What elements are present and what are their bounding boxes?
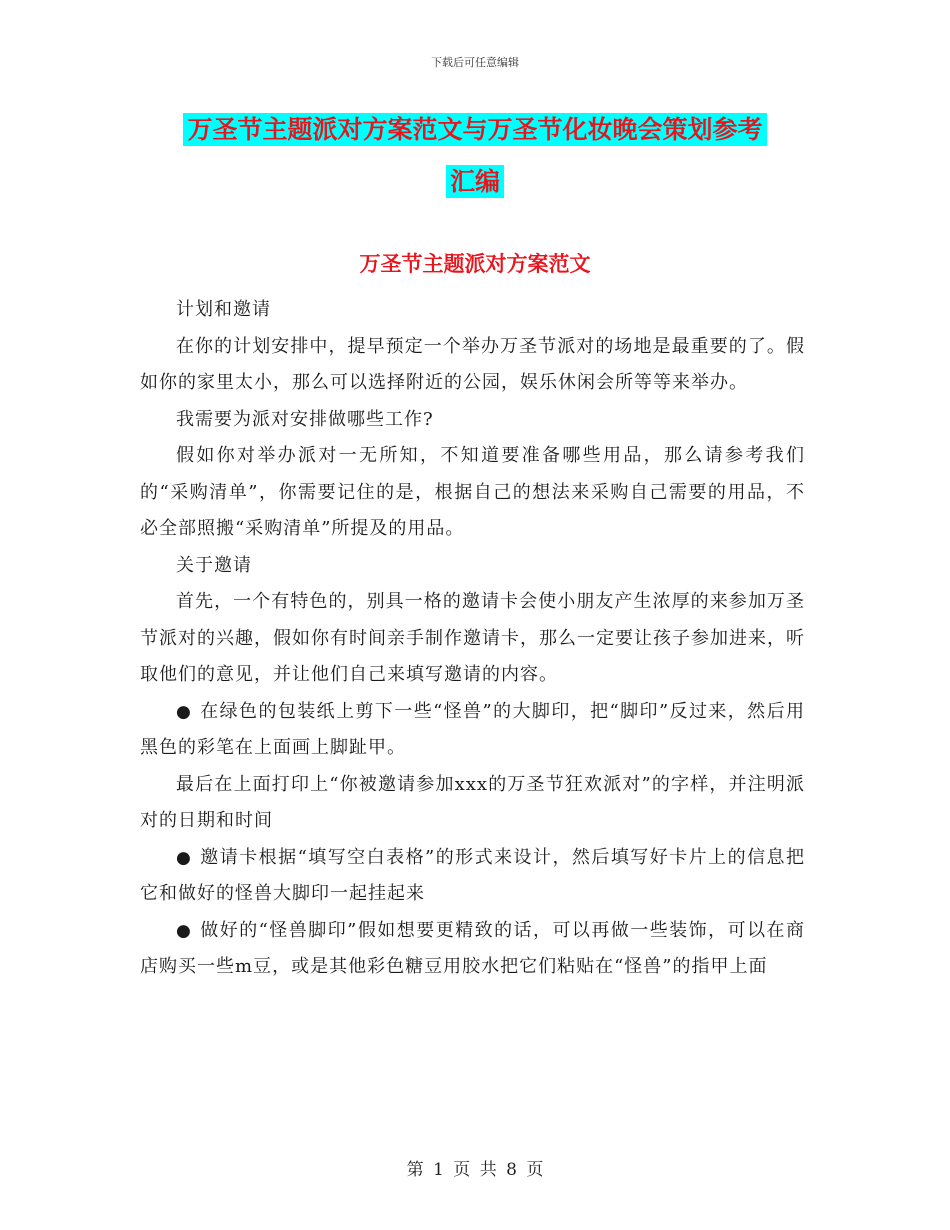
title-line-2: 汇编	[446, 165, 504, 198]
bullet-paragraph: ● 做好的“怪兽脚印”假如想要更精致的话，可以再做一些装饰，可以在商店购买一些m豆，或是其他彩色糖豆用胶水把它们粘贴在“怪兽”的指甲上面	[140, 919, 805, 977]
document-body	[140, 292, 805, 986]
document-title	[140, 104, 810, 208]
bullet-icon: ●	[176, 920, 193, 941]
paragraph: 关于邀请	[176, 554, 252, 576]
paragraph: 最后在上面打印上“你被邀请参加xxx的万圣节狂欢派对”的字样，并注明派对的日期和时间	[140, 773, 805, 831]
title-line-1: 万圣节主题派对方案范文与万圣节化妆晚会策划参考	[183, 113, 766, 146]
bullet-icon: ●	[176, 701, 193, 722]
page-footer: 第 1 页 共 8 页	[406, 1160, 544, 1180]
bullet-paragraph: ● 在绿色的包装纸上剪下一些“怪兽”的大脚印，把“脚印”反过来，然后用黑色的彩笔在上面画上脚趾甲。	[140, 700, 805, 758]
page-header: 下载后可任意编辑	[431, 56, 519, 69]
bullet-paragraph: ● 邀请卡根据“填写空白表格”的形式来设计，然后填写好卡片上的信息把它和做好的怪兽大脚印一起挂起来	[140, 846, 805, 904]
bullet-icon: ●	[176, 847, 193, 868]
paragraph: 首先，一个有特色的，别具一格的邀请卡会使小朋友产生浓厚的来参加万圣节派对的兴趣，假如你有时间亲手制作邀请卡，那么一定要让孩子参加进来，听取他们的意见，并让他们自己来填写邀请的内容。	[140, 591, 805, 685]
paragraph: 我需要为派对安排做哪些工作?	[176, 408, 434, 430]
section-title: 万圣节主题派对方案范文	[359, 251, 591, 276]
paragraph: 计划和邀请	[176, 299, 271, 320]
paragraph: 在你的计划安排中，提早预定一个举办万圣节派对的场地是最重要的了。假如你的家里太小，那么可以选择附近的公园，娱乐休闲会所等等来举办。	[140, 335, 805, 393]
paragraph: 假如你对举办派对一无所知，不知道要准备哪些用品，那么请参考我们的“采购清单”，你需要记住的是，根据自己的想法来采购自己需要的用品，不必全部照搬“采购清单”所提及的用品。	[140, 445, 805, 539]
